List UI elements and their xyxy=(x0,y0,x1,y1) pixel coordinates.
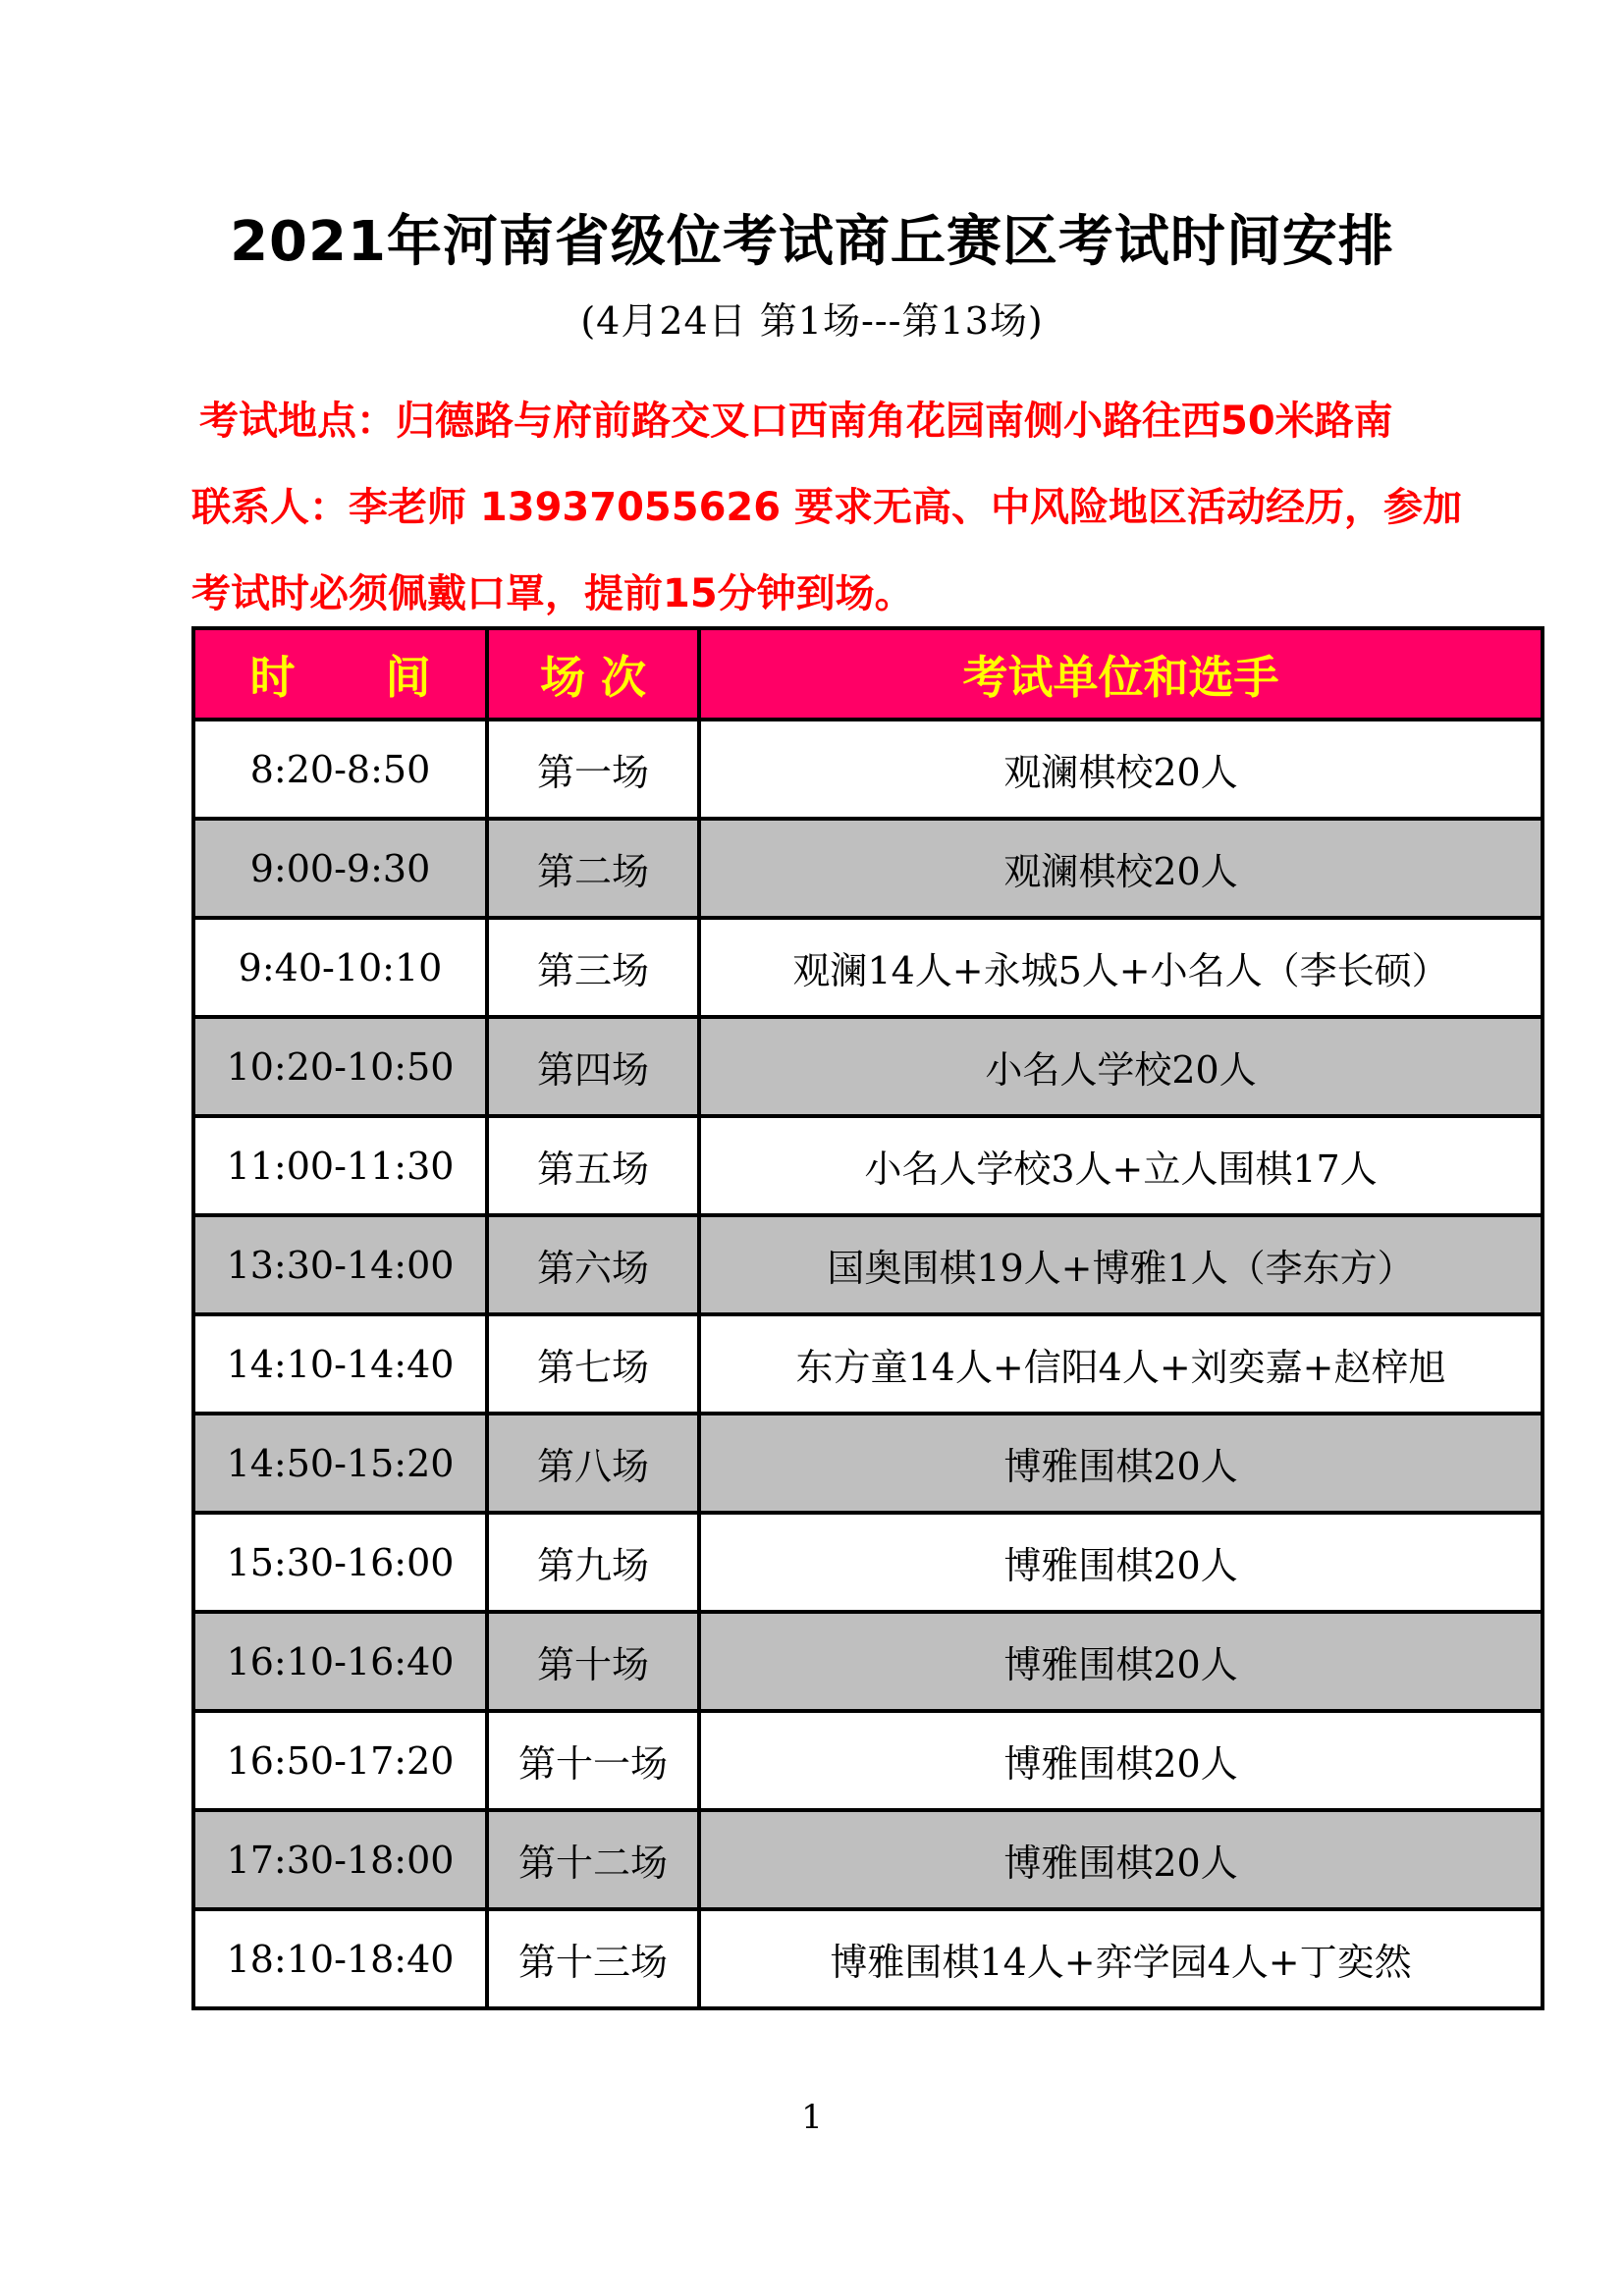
cell-session: 第六场 xyxy=(487,1215,699,1314)
notice-requirement-line: 考试时必须佩戴口罩，提前15分钟到场。 xyxy=(191,571,914,616)
cell-time: 8:20-8:50 xyxy=(193,720,487,819)
cell-time: 17:30-18:00 xyxy=(193,1810,487,1909)
cell-session: 第七场 xyxy=(487,1314,699,1414)
table-row xyxy=(193,1513,1543,1612)
table-row xyxy=(193,1909,1543,2008)
cell-session: 第十三场 xyxy=(487,1909,699,2008)
cell-units: 观澜14人+永城5人+小名人（李长硕） xyxy=(699,918,1543,1017)
cell-units: 小名人学校3人+立人围棋17人 xyxy=(699,1116,1543,1215)
table-row xyxy=(193,918,1543,1017)
page-number: 1 xyxy=(801,2098,823,2137)
cell-time: 16:50-17:20 xyxy=(193,1711,487,1810)
header-time: 时 间 xyxy=(193,628,487,720)
table-row xyxy=(193,1017,1543,1116)
notice-location-line: 考试地点：归德路与府前路交叉口西南角花园南侧小路往西50米路南 xyxy=(199,399,1393,444)
cell-session: 第九场 xyxy=(487,1513,699,1612)
cell-units: 博雅围棋14人+弈学园4人+丁奕然 xyxy=(699,1909,1543,2008)
cell-session: 第四场 xyxy=(487,1017,699,1116)
header-units: 考试单位和选手 xyxy=(699,628,1543,720)
cell-units: 观澜棋校20人 xyxy=(699,819,1543,918)
cell-units: 博雅围棋20人 xyxy=(699,1513,1543,1612)
cell-time: 16:10-16:40 xyxy=(193,1612,487,1711)
cell-units: 国奥围棋19人+博雅1人（李东方） xyxy=(699,1215,1543,1314)
table-row xyxy=(193,1414,1543,1513)
schedule-table xyxy=(191,626,1544,2010)
table-header-row xyxy=(193,628,1543,720)
notice-contact-line: 联系人：李老师 13937055626 要求无高、中风险地区活动经历，参加 xyxy=(191,485,1463,530)
cell-units: 博雅围棋20人 xyxy=(699,1810,1543,1909)
cell-units: 观澜棋校20人 xyxy=(699,720,1543,819)
cell-units: 博雅围棋20人 xyxy=(699,1414,1543,1513)
cell-time: 14:50-15:20 xyxy=(193,1414,487,1513)
table-row xyxy=(193,1116,1543,1215)
cell-time: 9:40-10:10 xyxy=(193,918,487,1017)
table-row xyxy=(193,1314,1543,1414)
cell-time: 15:30-16:00 xyxy=(193,1513,487,1612)
cell-units: 小名人学校20人 xyxy=(699,1017,1543,1116)
cell-time: 13:30-14:00 xyxy=(193,1215,487,1314)
cell-session: 第十场 xyxy=(487,1612,699,1711)
table-row xyxy=(193,819,1543,918)
cell-time: 14:10-14:40 xyxy=(193,1314,487,1414)
exam-notice xyxy=(191,378,1586,637)
cell-session: 第八场 xyxy=(487,1414,699,1513)
table-row xyxy=(193,1711,1543,1810)
cell-session: 第十一场 xyxy=(487,1711,699,1810)
cell-session: 第五场 xyxy=(487,1116,699,1215)
cell-time: 9:00-9:30 xyxy=(193,819,487,918)
cell-time: 10:20-10:50 xyxy=(193,1017,487,1116)
cell-session: 第一场 xyxy=(487,720,699,819)
cell-units: 东方童14人+信阳4人+刘奕嘉+赵梓旭 xyxy=(699,1314,1543,1414)
table-row xyxy=(193,1215,1543,1314)
cell-time: 11:00-11:30 xyxy=(193,1116,487,1215)
cell-units: 博雅围棋20人 xyxy=(699,1612,1543,1711)
table-row xyxy=(193,1810,1543,1909)
table-row xyxy=(193,720,1543,819)
cell-session: 第十二场 xyxy=(487,1810,699,1909)
cell-time: 18:10-18:40 xyxy=(193,1909,487,2008)
cell-units: 博雅围棋20人 xyxy=(699,1711,1543,1810)
cell-session: 第三场 xyxy=(487,918,699,1017)
cell-session: 第二场 xyxy=(487,819,699,918)
page-subtitle: (4月24日 第1场---第13场) xyxy=(580,299,1044,343)
header-session: 场 次 xyxy=(487,628,699,720)
table-row xyxy=(193,1612,1543,1711)
page-title: 2021年河南省级位考试商丘赛区考试时间安排 xyxy=(230,210,1394,274)
